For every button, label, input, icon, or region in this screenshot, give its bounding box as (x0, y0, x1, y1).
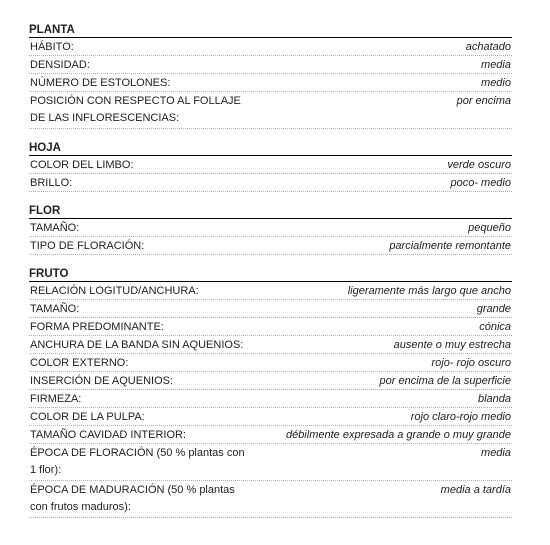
attribute-row (29, 318, 512, 336)
attribute-row (29, 372, 512, 390)
attribute-value: medio (481, 77, 511, 89)
section-planta (29, 21, 512, 129)
characteristics-sheet (29, 21, 512, 518)
attribute-label: FORMA PREDOMINANTE: (30, 321, 164, 333)
attribute-label: POSICIÓN CON RESPECTO AL FOLLAJE DE LAS INFLORESCENCIAS: (30, 95, 241, 124)
attribute-value: verde oscuro (447, 159, 511, 171)
attribute-value: ligeramente más largo que ancho (347, 285, 511, 297)
attribute-value: ausente o muy estrecha (393, 339, 511, 351)
section-fruto (29, 265, 512, 518)
attribute-row (29, 481, 512, 518)
attribute-label: INSERCIÓN DE AQUENIOS: (30, 375, 174, 387)
attribute-value: pequeño (468, 222, 511, 234)
attribute-row (29, 237, 512, 255)
attribute-row (29, 336, 512, 354)
section-hoja (29, 139, 512, 192)
attribute-label: BRILLO: (30, 177, 73, 189)
attribute-value: achatado (465, 41, 511, 53)
attribute-label: TAMAÑO: (30, 303, 80, 315)
attribute-label: RELACIÓN LOGITUD/ANCHURA: (30, 285, 199, 297)
attribute-label: ÉPOCA DE FLORACIÓN (50 % plantas con 1 flor): (30, 447, 245, 476)
section-flor (29, 202, 512, 255)
attribute-value: poco- medio (450, 177, 511, 189)
attribute-row (29, 156, 512, 174)
attribute-value: media (481, 59, 511, 71)
attribute-value: parcialmente remontante (389, 240, 511, 252)
attribute-row (29, 282, 512, 300)
attribute-value: por encima (456, 95, 511, 107)
attribute-value: por encima de la superficie (379, 375, 511, 387)
attribute-row (29, 38, 512, 56)
attribute-label: TAMAÑO: (30, 222, 80, 234)
attribute-label: DENSIDAD: (30, 59, 90, 71)
attribute-value: rojo claro-rojo medio (410, 411, 511, 423)
attribute-value: media a tardía (440, 484, 511, 496)
attribute-row (29, 426, 512, 444)
attribute-row (29, 74, 512, 92)
attribute-row (29, 354, 512, 372)
attribute-label: COLOR EXTERNO: (30, 357, 129, 369)
attribute-label: COLOR DE LA PULPA: (30, 411, 145, 423)
attribute-value: grande (476, 303, 511, 315)
attribute-label: COLOR DEL LIMBO: (30, 159, 134, 171)
attribute-value: media (481, 447, 511, 459)
attribute-label: NÚMERO DE ESTOLONES: (30, 77, 171, 89)
attribute-value: blanda (477, 393, 511, 405)
attribute-row (29, 92, 512, 129)
section-heading: FLOR (29, 202, 512, 219)
attribute-row (29, 174, 512, 192)
attribute-row (29, 300, 512, 318)
attribute-label: TIPO DE FLORACIÓN: (30, 240, 145, 252)
attribute-row (29, 444, 512, 481)
section-heading: HOJA (29, 139, 512, 156)
attribute-value: cónica (479, 321, 511, 333)
attribute-label: ANCHURA DE LA BANDA SIN AQUENIOS: (30, 339, 244, 351)
attribute-row (29, 56, 512, 74)
attribute-row (29, 408, 512, 426)
section-heading: PLANTA (29, 21, 512, 38)
attribute-label: FIRMEZA: (30, 393, 82, 405)
attribute-label: ÉPOCA DE MADURACIÓN (50 % plantas con frutos maduros): (30, 484, 235, 513)
attribute-row (29, 390, 512, 408)
attribute-row (29, 219, 512, 237)
attribute-label: TAMAÑO CAVIDAD INTERIOR: (30, 429, 187, 441)
attribute-label: HÁBITO: (30, 41, 74, 53)
attribute-value: débilmente expresada a grande o muy grande (285, 429, 511, 441)
attribute-value: rojo- rojo oscuro (431, 357, 511, 369)
section-heading: FRUTO (29, 265, 512, 282)
